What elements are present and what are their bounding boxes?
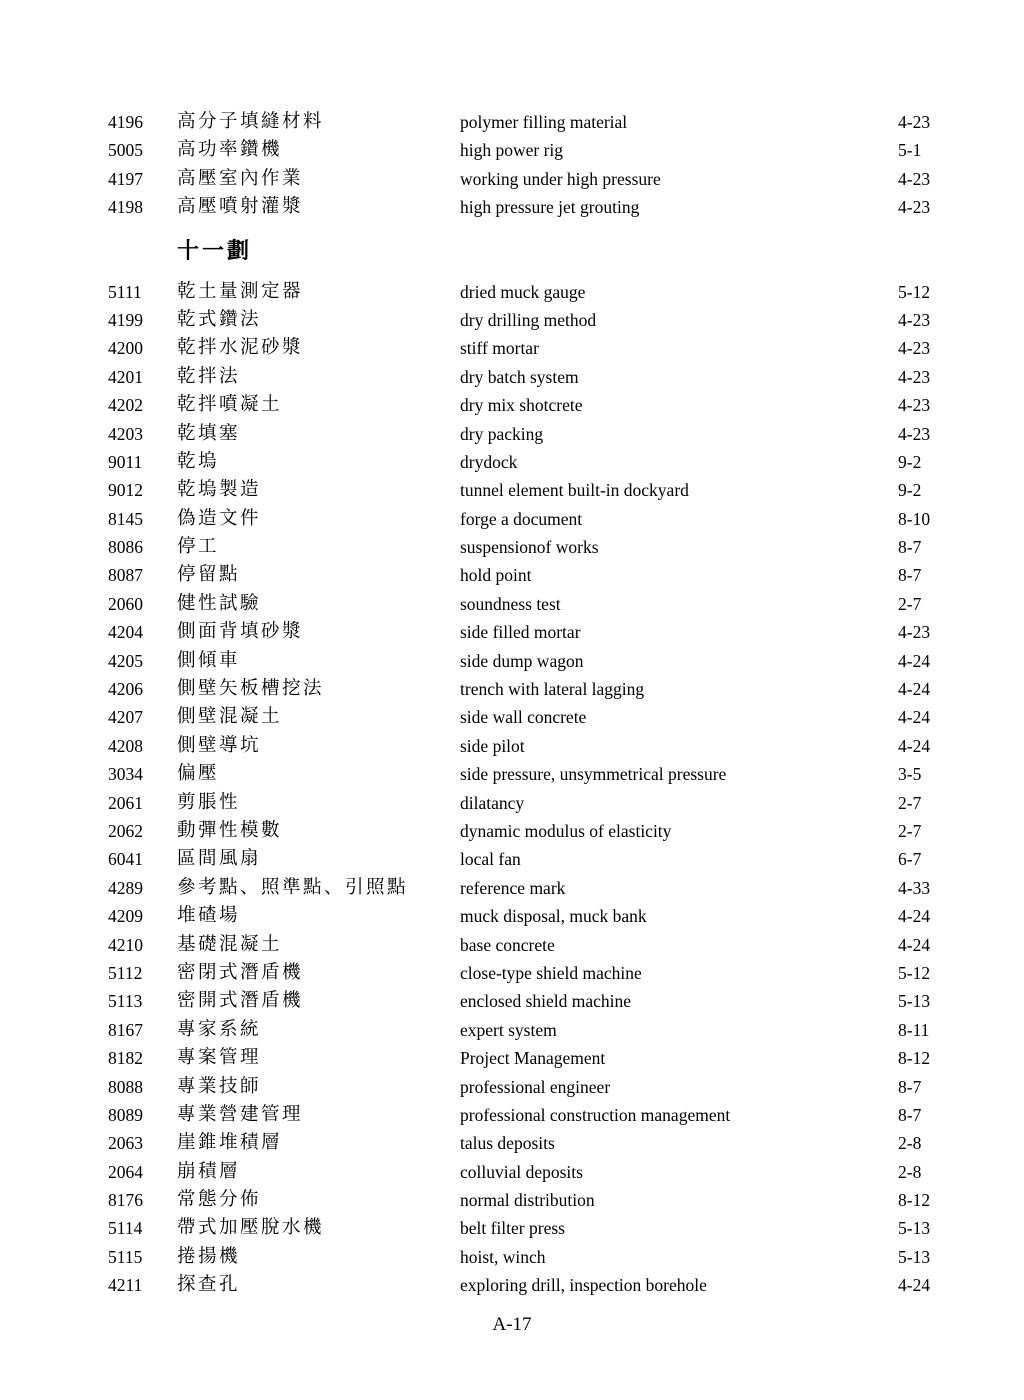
entry-id: 8182 bbox=[108, 1048, 143, 1069]
glossary-row bbox=[0, 476, 1024, 504]
entry-page-ref: 2-7 bbox=[898, 593, 922, 614]
glossary-row bbox=[0, 533, 1024, 561]
entry-term-en: side wall concrete bbox=[460, 707, 587, 728]
glossary-row bbox=[0, 561, 1024, 589]
entry-term-en: side pilot bbox=[460, 735, 525, 756]
entry-id: 8088 bbox=[108, 1076, 143, 1097]
entry-id: 2064 bbox=[108, 1161, 143, 1182]
glossary-row bbox=[0, 987, 1024, 1015]
entry-term-zh: 乾拌法 bbox=[177, 366, 241, 387]
glossary-row bbox=[0, 193, 1024, 221]
entry-id: 5114 bbox=[108, 1218, 143, 1239]
entry-term-zh: 崩積層 bbox=[177, 1161, 241, 1182]
glossary-row bbox=[0, 931, 1024, 959]
entry-id: 4204 bbox=[108, 622, 143, 643]
entry-id: 4210 bbox=[108, 934, 143, 955]
entry-page-ref: 8-10 bbox=[898, 508, 931, 529]
entry-id: 8145 bbox=[108, 508, 143, 529]
entry-page-ref: 5-1 bbox=[898, 140, 922, 161]
glossary-row bbox=[0, 1243, 1024, 1271]
entry-page-ref: 6-7 bbox=[898, 849, 922, 870]
entry-term-en: polymer filling material bbox=[460, 112, 628, 132]
entry-page-ref: 5-13 bbox=[898, 1246, 931, 1267]
glossary-row bbox=[0, 1158, 1024, 1186]
entry-page-ref: 5-12 bbox=[898, 962, 931, 983]
entry-term-en: side filled mortar bbox=[460, 622, 581, 643]
entry-id: 4197 bbox=[108, 168, 143, 189]
entry-page-ref: 8-7 bbox=[898, 1076, 922, 1097]
entry-term-en: side dump wagon bbox=[460, 650, 584, 671]
entry-term-zh: 常態分佈 bbox=[177, 1190, 262, 1211]
entry-page-ref: 4-24 bbox=[898, 1275, 931, 1296]
entry-term-zh: 專業營建管理 bbox=[177, 1104, 304, 1125]
glossary-row bbox=[0, 817, 1024, 845]
glossary-row bbox=[0, 306, 1024, 334]
entry-page-ref: 4-23 bbox=[898, 168, 931, 189]
entry-term-en: professional engineer bbox=[460, 1076, 611, 1097]
entry-id: 4202 bbox=[108, 395, 143, 416]
entry-id: 4206 bbox=[108, 679, 143, 700]
entry-id: 4207 bbox=[108, 707, 143, 728]
entry-id: 8176 bbox=[108, 1190, 143, 1211]
glossary-table bbox=[0, 108, 1024, 1300]
entry-page-ref: 2-8 bbox=[898, 1133, 922, 1154]
entry-page-ref: 4-23 bbox=[898, 112, 931, 132]
entry-term-en: local fan bbox=[460, 849, 521, 870]
glossary-row bbox=[0, 108, 1024, 136]
entry-term-en: high power rig bbox=[460, 140, 564, 161]
entry-id: 2063 bbox=[108, 1133, 143, 1154]
entry-term-zh: 動彈性模數 bbox=[177, 820, 283, 841]
entry-term-zh: 探查孔 bbox=[177, 1275, 241, 1296]
entry-page-ref: 4-24 bbox=[898, 906, 931, 927]
glossary-row bbox=[0, 1073, 1024, 1101]
entry-page-ref: 8-7 bbox=[898, 537, 922, 558]
entry-id: 6041 bbox=[108, 849, 143, 870]
entry-term-zh: 高分子填縫材料 bbox=[177, 112, 325, 132]
entry-term-zh: 乾拌噴凝土 bbox=[177, 395, 283, 416]
entry-term-zh: 側壁矢板槽挖法 bbox=[177, 679, 325, 700]
entry-page-ref: 4-23 bbox=[898, 197, 931, 218]
entry-term-zh: 崖錐堆積層 bbox=[177, 1133, 283, 1154]
glossary-row bbox=[0, 618, 1024, 646]
glossary-row bbox=[0, 1044, 1024, 1072]
entry-id: 9012 bbox=[108, 480, 143, 501]
entry-page-ref: 2-7 bbox=[898, 820, 922, 841]
entry-id: 4200 bbox=[108, 338, 143, 359]
entry-id: 8089 bbox=[108, 1104, 143, 1125]
entry-page-ref: 8-11 bbox=[898, 1019, 930, 1040]
entry-term-zh: 健性試驗 bbox=[177, 593, 262, 614]
entry-term-en: close-type shield machine bbox=[460, 962, 642, 983]
entry-term-zh: 密開式潛盾機 bbox=[177, 991, 304, 1012]
entry-page-ref: 5-12 bbox=[898, 281, 931, 302]
entry-id: 4211 bbox=[108, 1275, 143, 1296]
entry-id: 4198 bbox=[108, 197, 143, 218]
entry-term-zh: 乾填塞 bbox=[177, 423, 241, 444]
entry-term-en: dynamic modulus of elasticity bbox=[460, 820, 672, 841]
glossary-row bbox=[0, 703, 1024, 731]
entry-page-ref: 9-2 bbox=[898, 480, 922, 501]
entry-page-ref: 4-23 bbox=[898, 395, 931, 416]
entry-term-en: professional construction management bbox=[460, 1104, 731, 1125]
entry-term-en: dry batch system bbox=[460, 366, 579, 387]
entry-page-ref: 8-7 bbox=[898, 1104, 922, 1125]
section-header: 十一劃 bbox=[177, 237, 253, 263]
entry-page-ref: 8-7 bbox=[898, 565, 922, 586]
entry-page-ref: 2-7 bbox=[898, 792, 922, 813]
entry-term-zh: 乾塢 bbox=[177, 451, 220, 472]
entry-term-zh: 堆碴場 bbox=[177, 906, 241, 927]
entry-id: 5111 bbox=[108, 281, 142, 302]
entry-id: 2060 bbox=[108, 593, 143, 614]
entry-term-en: base concrete bbox=[460, 934, 555, 955]
entry-term-en: side pressure, unsymmetrical pressure bbox=[460, 764, 727, 785]
entry-term-zh: 乾土量測定器 bbox=[177, 281, 304, 302]
entry-term-en: stiff mortar bbox=[460, 338, 539, 359]
entry-term-zh: 乾式鑽法 bbox=[177, 309, 262, 330]
entry-term-zh: 參考點、照準點、引照點 bbox=[177, 877, 409, 898]
entry-id: 8087 bbox=[108, 565, 143, 586]
entry-term-en: dry mix shotcrete bbox=[460, 395, 583, 416]
entry-term-zh: 帶式加壓脫水機 bbox=[177, 1218, 325, 1239]
glossary-row bbox=[0, 420, 1024, 448]
entry-id: 4208 bbox=[108, 735, 143, 756]
glossary-row bbox=[0, 902, 1024, 930]
entry-term-en: working under high pressure bbox=[460, 168, 661, 189]
entry-term-en: Project Management bbox=[460, 1048, 606, 1069]
glossary-row bbox=[0, 1016, 1024, 1044]
glossary-row bbox=[0, 1101, 1024, 1129]
entry-term-en: hold point bbox=[460, 565, 532, 586]
entry-id: 5115 bbox=[108, 1246, 143, 1267]
entry-term-en: drydock bbox=[460, 451, 518, 472]
entry-page-ref: 4-24 bbox=[898, 735, 931, 756]
entry-term-en: hoist, winch bbox=[460, 1246, 546, 1267]
glossary-row bbox=[0, 1271, 1024, 1299]
entry-term-en: belt filter press bbox=[460, 1218, 565, 1239]
entry-term-zh: 捲揚機 bbox=[177, 1246, 241, 1267]
entry-term-en: normal distribution bbox=[460, 1190, 595, 1211]
entry-id: 8167 bbox=[108, 1019, 143, 1040]
entry-term-zh: 高壓噴射灌漿 bbox=[177, 197, 304, 218]
entry-term-zh: 側面背填砂漿 bbox=[177, 622, 304, 643]
entry-term-en: dry drilling method bbox=[460, 309, 597, 330]
glossary-row bbox=[0, 448, 1024, 476]
glossary-row bbox=[0, 136, 1024, 164]
entry-term-en: muck disposal, muck bank bbox=[460, 906, 647, 927]
entry-page-ref: 4-23 bbox=[898, 338, 931, 359]
entry-id: 8086 bbox=[108, 537, 143, 558]
glossary-row bbox=[0, 845, 1024, 873]
entry-term-zh: 密閉式潛盾機 bbox=[177, 962, 304, 983]
entry-term-zh: 區間風扇 bbox=[177, 849, 262, 870]
entry-id: 5113 bbox=[108, 991, 143, 1012]
entry-term-zh: 專業技師 bbox=[177, 1076, 262, 1097]
entry-page-ref: 4-23 bbox=[898, 366, 931, 387]
entry-term-zh: 側壁混凝土 bbox=[177, 707, 283, 728]
entry-term-en: reference mark bbox=[460, 877, 566, 898]
entry-id: 2061 bbox=[108, 792, 143, 813]
entry-id: 4209 bbox=[108, 906, 143, 927]
glossary-row bbox=[0, 874, 1024, 902]
entry-id: 5112 bbox=[108, 962, 143, 983]
glossary-row bbox=[0, 760, 1024, 788]
glossary-row bbox=[0, 334, 1024, 362]
entry-page-ref: 4-33 bbox=[898, 877, 931, 898]
entry-id: 2062 bbox=[108, 820, 143, 841]
entry-page-ref: 8-12 bbox=[898, 1190, 931, 1211]
entry-id: 5005 bbox=[108, 140, 143, 161]
entry-term-en: trench with lateral lagging bbox=[460, 679, 645, 700]
entry-term-zh: 側壁導坑 bbox=[177, 735, 262, 756]
entry-term-zh: 偏壓 bbox=[177, 764, 220, 785]
glossary-row bbox=[0, 505, 1024, 533]
entry-page-ref: 4-24 bbox=[898, 934, 931, 955]
entry-page-ref: 5-13 bbox=[898, 1218, 931, 1239]
glossary-row bbox=[0, 590, 1024, 618]
glossary-row bbox=[0, 732, 1024, 760]
entry-page-ref: 2-8 bbox=[898, 1161, 922, 1182]
entry-term-zh: 高功率鑽機 bbox=[177, 140, 283, 161]
entry-term-en: high pressure jet grouting bbox=[460, 197, 640, 218]
glossary-row bbox=[0, 363, 1024, 391]
entry-term-zh: 剪脹性 bbox=[177, 792, 241, 813]
glossary-row bbox=[0, 1129, 1024, 1157]
glossary-row bbox=[0, 165, 1024, 193]
glossary-row bbox=[0, 675, 1024, 703]
entry-page-ref: 9-2 bbox=[898, 451, 922, 472]
entry-id: 4289 bbox=[108, 877, 143, 898]
entry-term-en: tunnel element built-in dockyard bbox=[460, 480, 689, 501]
entry-page-ref: 8-12 bbox=[898, 1048, 931, 1069]
entry-page-ref: 3-5 bbox=[898, 764, 922, 785]
entry-term-zh: 乾塢製造 bbox=[177, 480, 262, 501]
entry-term-en: colluvial deposits bbox=[460, 1161, 583, 1182]
entry-id: 4203 bbox=[108, 423, 143, 444]
entry-term-en: dilatancy bbox=[460, 792, 525, 813]
entry-term-zh: 乾拌水泥砂漿 bbox=[177, 338, 304, 359]
entry-page-ref: 4-24 bbox=[898, 679, 931, 700]
entry-term-en: enclosed shield machine bbox=[460, 991, 632, 1012]
entry-page-ref: 4-23 bbox=[898, 309, 931, 330]
entry-term-zh: 高壓室內作業 bbox=[177, 168, 304, 189]
entry-id: 4205 bbox=[108, 650, 143, 671]
entry-id: 4199 bbox=[108, 309, 143, 330]
glossary-row bbox=[0, 1186, 1024, 1214]
entry-id: 4196 bbox=[108, 112, 143, 132]
page-number: A-17 bbox=[492, 1313, 532, 1335]
entry-term-zh: 專案管理 bbox=[177, 1048, 262, 1069]
glossary-row bbox=[0, 1214, 1024, 1242]
entry-term-en: talus deposits bbox=[460, 1133, 555, 1154]
entry-page-ref: 4-23 bbox=[898, 423, 931, 444]
entry-term-zh: 偽造文件 bbox=[177, 508, 262, 529]
glossary-row bbox=[0, 278, 1024, 306]
entry-term-zh: 基礎混凝土 bbox=[177, 934, 283, 955]
glossary-row bbox=[0, 789, 1024, 817]
entry-term-zh: 停工 bbox=[177, 537, 220, 558]
entry-term-zh: 停留點 bbox=[177, 565, 241, 586]
entry-term-zh: 專家系統 bbox=[177, 1019, 262, 1040]
entry-page-ref: 4-24 bbox=[898, 707, 931, 728]
entry-id: 3034 bbox=[108, 764, 143, 785]
entry-term-zh: 側傾車 bbox=[177, 650, 241, 671]
glossary-row bbox=[0, 391, 1024, 419]
entry-page-ref: 4-23 bbox=[898, 622, 931, 643]
glossary-row bbox=[0, 959, 1024, 987]
entry-term-en: dry packing bbox=[460, 423, 544, 444]
entry-term-en: exploring drill, inspection borehole bbox=[460, 1275, 707, 1296]
entry-id: 9011 bbox=[108, 451, 143, 472]
entry-page-ref: 5-13 bbox=[898, 991, 931, 1012]
glossary-row bbox=[0, 647, 1024, 675]
entry-term-en: expert system bbox=[460, 1019, 557, 1040]
entry-term-en: forge a document bbox=[460, 508, 583, 529]
entry-term-en: suspensionof works bbox=[460, 537, 599, 558]
entry-term-en: soundness test bbox=[460, 593, 561, 614]
entry-term-en: dried muck gauge bbox=[460, 281, 586, 302]
entry-page-ref: 4-24 bbox=[898, 650, 931, 671]
entry-id: 4201 bbox=[108, 366, 143, 387]
